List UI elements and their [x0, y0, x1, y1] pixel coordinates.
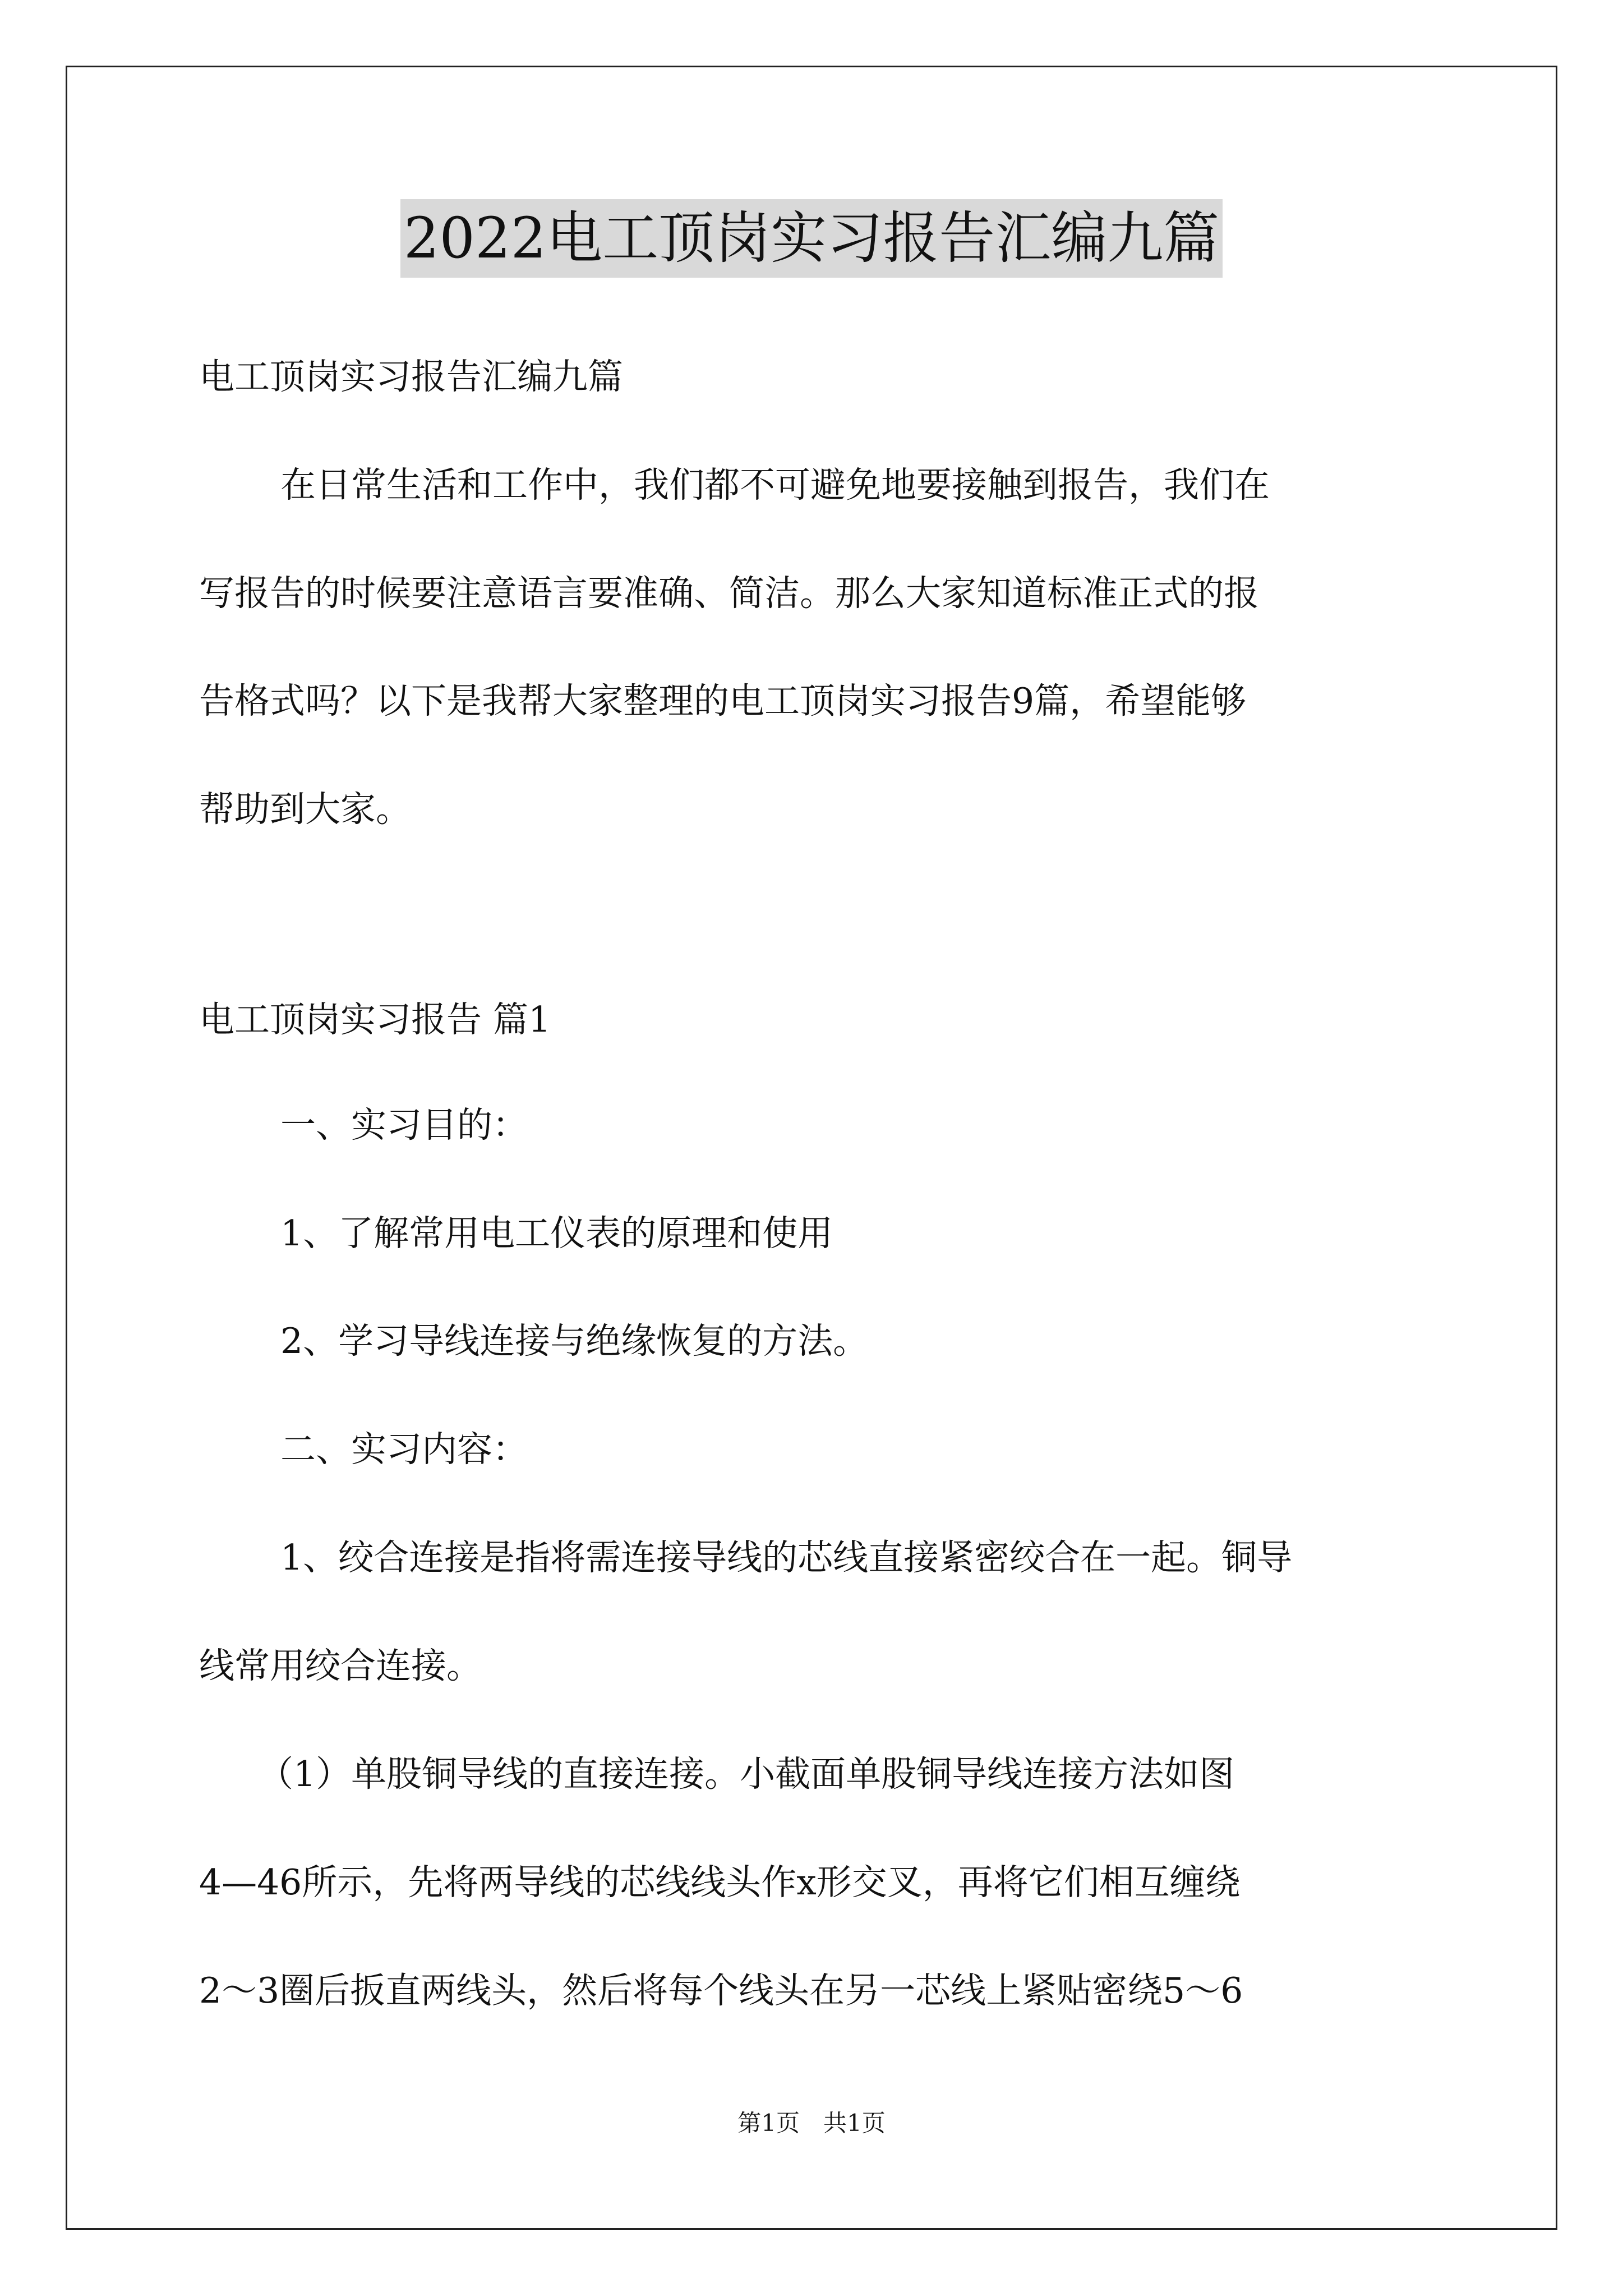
body-line-6: 线常用绞合连接。 [199, 1645, 482, 1686]
body-line-7: （1）单股铜导线的直接连接。小截面单股铜导线连接方法如图 [258, 1754, 1235, 1795]
body-line-3: 2、学习导线连接与绝缘恢复的方法。 [280, 1320, 869, 1361]
intro-line-1: 在日常生活和工作中，我们都不可避免地要接触到报告，我们在 [280, 464, 1270, 505]
intro-line-3: 告格式吗？以下是我帮大家整理的电工顶岗实习报告9篇，希望能够 [199, 680, 1247, 721]
page-footer: 第1页 共1页 [737, 2109, 886, 2137]
document-subtitle: 电工顶岗实习报告汇编九篇 [199, 356, 623, 397]
body-line-4: 二、实习内容： [280, 1429, 528, 1470]
intro-line-2: 写报告的时候要注意语言要准确、简洁。那么大家知道标准正式的报 [199, 573, 1259, 614]
document-title: 2022电工顶岗实习报告汇编九篇 [400, 199, 1223, 278]
body-line-2: 1、了解常用电工仪表的原理和使用 [280, 1213, 833, 1254]
title-container [0, 199, 1623, 278]
intro-line-4: 帮助到大家。 [199, 789, 411, 830]
body-line-1: 一、实习目的： [280, 1105, 528, 1145]
body-line-8: 4—46所示，先将两导线的芯线线头作x形交叉，再将它们相互缠绕 [199, 1862, 1241, 1903]
body-line-9: 2～3圈后扳直两线头，然后将每个线头在另一芯线上紧贴密绕5～6 [199, 1970, 1243, 2011]
section-heading: 电工顶岗实习报告 篇1 [199, 999, 551, 1040]
body-line-5: 1、绞合连接是指将需连接导线的芯线直接紧密绞合在一起。铜导 [280, 1537, 1293, 1578]
